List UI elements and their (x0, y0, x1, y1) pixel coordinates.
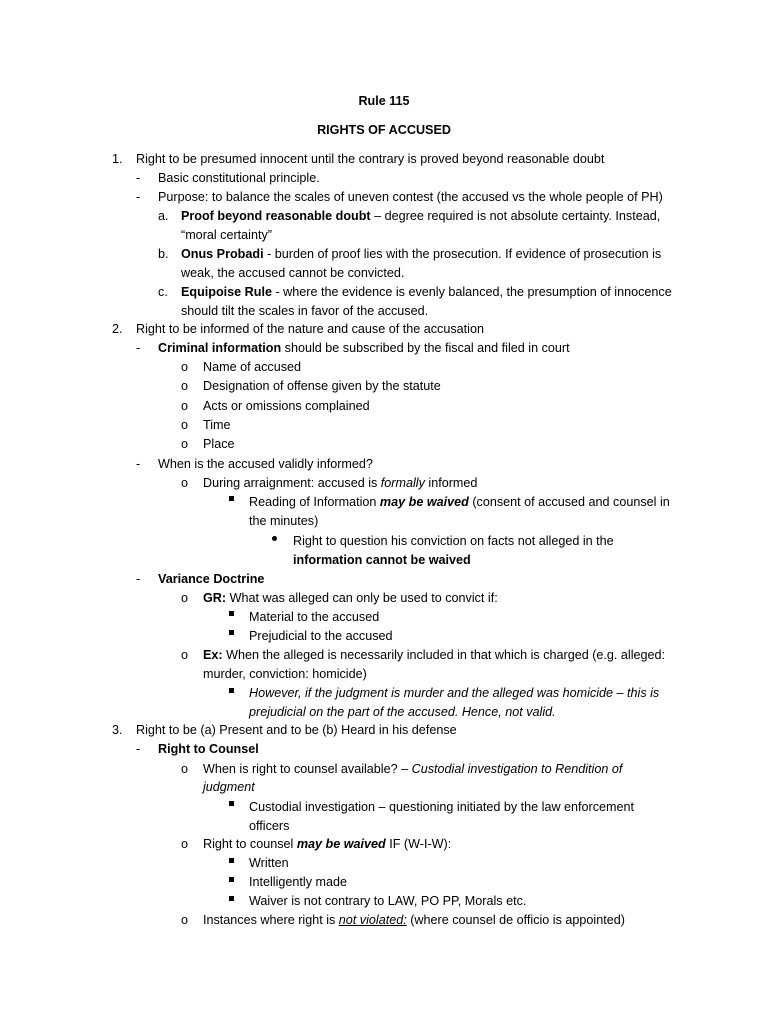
square-bullet-icon (229, 630, 234, 635)
square-bullet-icon (229, 896, 234, 901)
o-marker: o (181, 648, 189, 662)
s2-right-question-cont: information cannot be waived (293, 553, 471, 567)
s3-instances: Instances where right is not violated: (where counsel de officio is appointed) (203, 913, 625, 927)
square-bullet-icon (229, 801, 234, 806)
round-bullet-icon (272, 536, 277, 541)
s2-general-rule: GR: What was alleged can only be used to convict if: (203, 591, 498, 605)
s1-item-b-cont: weak, the accused cannot be convicted. (181, 266, 405, 280)
o-marker: o (181, 399, 189, 413)
s2-exception: Ex: When the alleged is necessarily included in that which is charged (e.g. alleged: (203, 648, 666, 662)
s1-item-b: Onus Probadi - burden of proof lies with the prosecution. If evidence of prosecution is (181, 247, 662, 261)
s2-info-item: Name of accused (203, 360, 302, 374)
s3-custodial-cont: officers (249, 819, 290, 833)
s1-dash-2: Purpose: to balance the scales of uneven contest (the accused vs the whole people of PH) (158, 190, 663, 204)
s3-title: Right to be (a) Present and to be (b) Heard in his defense (136, 723, 457, 737)
s3-right-to-counsel: Right to Counsel (158, 742, 259, 756)
s2-number: 2. (112, 322, 123, 336)
o-marker: o (181, 913, 189, 927)
s3-number: 3. (112, 723, 123, 737)
s1-b-marker: b. (158, 247, 169, 261)
s2-info-item: Place (203, 437, 235, 451)
square-bullet-icon (229, 688, 234, 693)
square-bullet-icon (229, 858, 234, 863)
o-marker: o (181, 437, 189, 451)
s1-item-c: Equipoise Rule - where the evidence is evenly balanced, the presumption of innocence (181, 285, 672, 299)
s1-title: Right to be presumed innocent until the contrary is proved beyond reasonable doubt (136, 152, 605, 166)
s2-right-question: Right to question his conviction on facts not alleged in the (293, 534, 614, 548)
s2-when-informed: When is the accused validly informed? (158, 457, 373, 471)
dash-marker: - (136, 457, 141, 471)
s3-when-available-cont: judgment (203, 780, 255, 794)
s1-item-a-cont: “moral certainty” (181, 228, 272, 242)
s2-variance-doctrine: Variance Doctrine (158, 572, 265, 586)
s1-a-marker: a. (158, 209, 169, 223)
dash-marker: - (136, 341, 141, 355)
s2-info-item: Time (203, 418, 231, 432)
dash-marker: - (136, 742, 141, 756)
square-bullet-icon (229, 611, 234, 616)
s1-dash-1: Basic constitutional principle. (158, 171, 320, 185)
s3-custodial: Custodial investigation – questioning initiated by the law enforcement (249, 800, 635, 814)
s2-however-cont: prejudicial on the part of the accused. Hence, not valid. (249, 705, 556, 719)
s2-reading-waived: Reading of Information may be waived (consent of accused and counsel in (249, 495, 670, 509)
dash-marker: - (136, 190, 141, 204)
o-marker: o (181, 476, 189, 490)
s2-gr-item: Material to the accused (249, 610, 380, 624)
s3-wiw-item: Waiver is not contrary to LAW, PO PP, Morals etc. (249, 894, 527, 908)
s2-reading-cont: the minutes) (249, 514, 319, 528)
o-marker: o (181, 418, 189, 432)
s2-arraignment: During arraignment: accused is formally informed (203, 476, 478, 490)
square-bullet-icon (229, 877, 234, 882)
o-marker: o (181, 837, 189, 851)
s2-info-item: Acts or omissions complained (203, 399, 370, 413)
s3-wiw-item: Intelligently made (249, 875, 348, 889)
s2-criminal-information: Criminal information should be subscribed by the fiscal and filed in court (158, 341, 570, 355)
s1-c-marker: c. (158, 285, 168, 299)
o-marker: o (181, 762, 189, 776)
o-marker: o (181, 379, 189, 393)
s1-item-c-cont: should tilt the scales in favor of the accused. (181, 304, 429, 318)
s3-may-be-waived: Right to counsel may be waived IF (W-I-W): (203, 837, 452, 851)
square-bullet-icon (229, 496, 234, 501)
s3-when-available: When is right to counsel available? – Custodial investigation to Rendition of (203, 762, 623, 776)
dash-marker: - (136, 572, 141, 586)
dash-marker: - (136, 171, 141, 185)
rule-number: Rule 115 (358, 94, 410, 108)
o-marker: o (181, 591, 189, 605)
s2-title: Right to be informed of the nature and cause of the accusation (136, 322, 484, 336)
o-marker: o (181, 360, 189, 374)
s3-wiw-item: Written (249, 856, 289, 870)
s1-item-a: Proof beyond reasonable doubt – degree required is not absolute certainty. Instead, (181, 209, 661, 223)
s2-gr-item: Prejudicial to the accused (249, 629, 393, 643)
document-heading: RIGHTS OF ACCUSED (317, 123, 451, 137)
s2-however: However, if the judgment is murder and the alleged was homicide – this is (249, 686, 660, 700)
s2-info-item: Designation of offense given by the statute (203, 379, 441, 393)
s1-number: 1. (112, 152, 123, 166)
s2-exception-cont: murder, conviction: homicide) (203, 667, 367, 681)
